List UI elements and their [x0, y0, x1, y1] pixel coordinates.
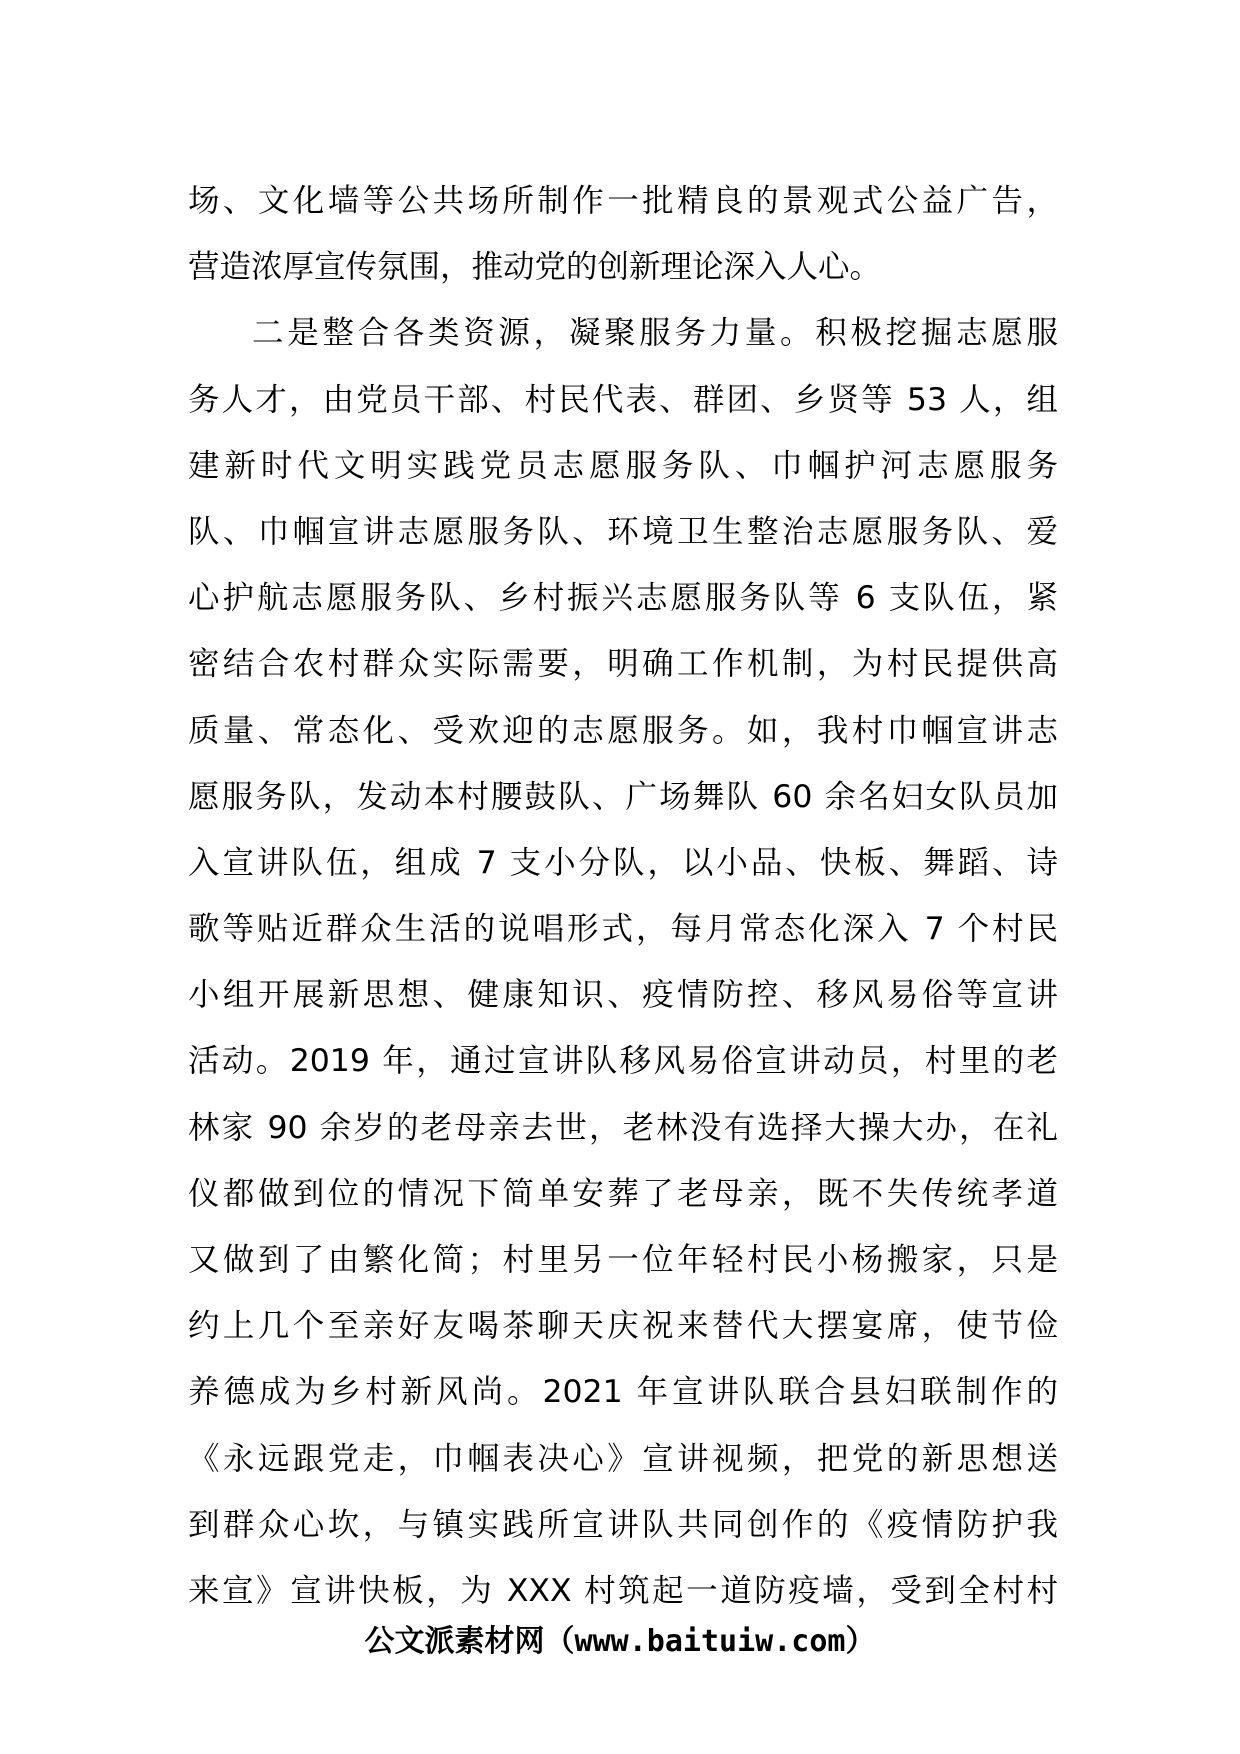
text-line: 《永远跟党走，巾帼表决心》宣讲视频，把党的新思想送: [188, 1440, 1058, 1477]
footer-close-paren: ）: [845, 1624, 876, 1659]
text-line: 来宣》宣讲快板，为 XXX 村筑起一道防疫墙，受到全村村: [188, 1572, 1058, 1609]
text-line: 小组开展新思想、健康知识、疫情防控、移风易俗等宣讲: [188, 977, 1058, 1014]
text-line: 建新时代文明实践党员志愿服务队、巾帼护河志愿服务: [188, 447, 1058, 484]
text-line: 质量、常态化、受欢迎的志愿服务。如，我村巾帼宣讲志: [188, 712, 1058, 749]
text-line: 养德成为乡村新风尚。2021 年宣讲队联合县妇联制作的: [188, 1374, 1058, 1411]
text-line: 队、巾帼宣讲志愿服务队、环境卫生整治志愿服务队、爱: [188, 513, 1058, 550]
text-line: 歌等贴近群众生活的说唱形式，每月常态化深入 7 个村民: [188, 911, 1058, 948]
text-line: 愿服务队，发动本村腰鼓队、广场舞队 60 余名妇女队员加: [188, 778, 1058, 815]
text-line: 仪都做到位的情况下简单安葬了老母亲，既不失传统孝道: [188, 1175, 1058, 1212]
text-line: 入宣讲队伍，组成 7 支小分队，以小品、快板、舞蹈、诗: [188, 844, 1058, 881]
text-line: 到群众心坎，与镇实践所宣讲队共同创作的《疫情防护我: [188, 1506, 1058, 1543]
text-line: 活动。2019 年，通过宣讲队移风易俗宣讲动员，村里的老: [188, 1043, 1058, 1080]
text-line: 又做到了由繁化简；村里另一位年轻村民小杨搬家，只是: [188, 1242, 1058, 1278]
text-line: 林家 90 余岁的老母亲去世，老林没有选择大操大办，在礼: [188, 1109, 1058, 1146]
footer-site-name: 公文派素材网（: [364, 1624, 575, 1659]
text-line: 约上几个至亲好友喝茶聊天庆祝来替代大摆宴席，使节俭: [188, 1308, 1058, 1345]
text-line: 密结合农村群众实际需要，明确工作机制，为村民提供高: [188, 646, 1058, 683]
text-line: 务人才，由党员干部、村民代表、群团、乡贤等 53 人，组: [188, 381, 1058, 418]
document-body: [188, 168, 1058, 1624]
text-line: 营造浓厚宣传氛围，推动党的创新理论深入人心。: [188, 249, 882, 286]
text-line: 场、文化墙等公共场所制作一批精良的景观式公益广告，: [188, 183, 1058, 219]
footer-url: www.baituiw.com: [574, 1624, 846, 1659]
footer-watermark: [0, 1618, 1240, 1666]
paragraph-first-line: 二是整合各类资源，凝聚服务力量。积极挖掘志愿服: [252, 315, 1058, 352]
text-line: 心护航志愿服务队、乡村振兴志愿服务队等 6 支队伍，紧: [188, 580, 1058, 617]
